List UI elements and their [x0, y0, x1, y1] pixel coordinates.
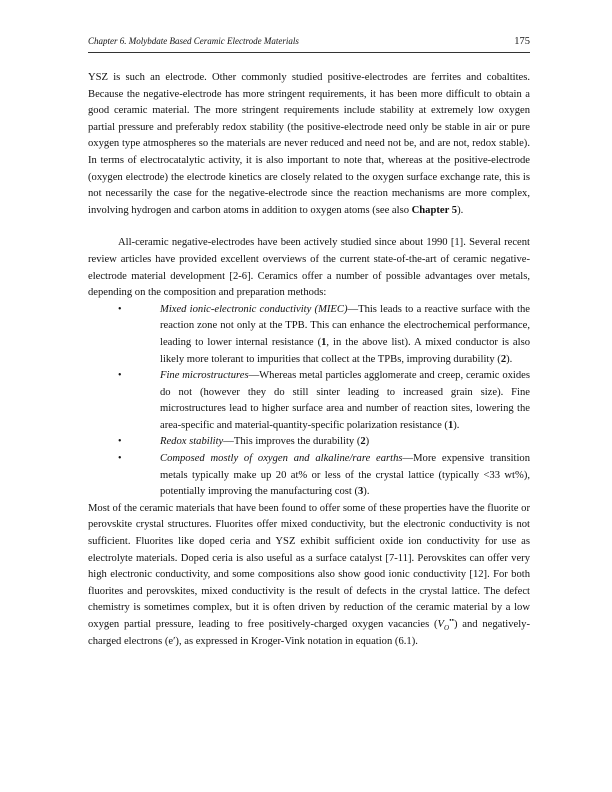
list-item-ref: 2	[360, 436, 366, 448]
page-number: 175	[514, 36, 530, 47]
running-header	[88, 36, 530, 52]
list-item-title: Fine microstructures	[160, 370, 249, 382]
list-item	[118, 434, 530, 451]
list-item-text: )	[365, 436, 370, 448]
list-item	[118, 302, 530, 368]
paragraph-text: YSZ is such an electrode. Other commonly studied positive-electrodes are ferrites and cobaltites. Because the negative-electrode has more stringent requirements, it has been more difficult to obtain a good ceramic material. The more stringent requirements include stability at extremely low oxygen partial pressure and preferably redox stability (the positive-electrode need only be stable in air or pure oxygen type atmospheres so the materials are never reduced and need not be, and are not, redox stable). In terms of electrocatalytic activity, it is also important to note that, whereas at the positive-electrode (oxygen electrode) the electrode kinetics are closely related to the oxygen surface exchange rate, this is not necessarily the case for the negative-electrode since the reaction mechanisms are more complex, involving hydrogen and carbon atoms in addition to oxygen atoms (see also	[88, 72, 530, 216]
list-item-title: Composed mostly of oxygen and alkaline/rare earths	[160, 453, 403, 465]
list-item-ref: 1	[447, 419, 454, 431]
body-text	[88, 70, 530, 650]
list-item-text: , in the above list). A mixed conductor is also likely more tolerant to impurities that collect at the TPBs, improving durability (	[160, 336, 530, 365]
list-item-text: —Whereas metal particles agglomerate and creep, ceramic oxides do not (however they do still sinter leading to increased grain size). Fine microstructures lead to higher surface area and number of reaction sites, lowering the area-specific and material-quantity-specific polarization resistance (	[160, 370, 530, 431]
list-item-text: —This leads to a reactive surface with the reaction zone not only at the TPB. This can enhance the electrochemical performance, leading to lower internal resistance (	[160, 303, 530, 348]
list-item-text: —More expensive transition metals typically make up 20 at% or less of the crystal lattice (typically <33 wt%), potentially improving the manufacturing cost (	[160, 453, 531, 498]
list-item-text: ).	[453, 419, 460, 431]
bullet-icon: •	[118, 453, 122, 465]
list-item-ref: 1	[321, 336, 327, 348]
bullet-icon: •	[118, 436, 122, 448]
list-item	[118, 368, 530, 434]
list-item-ref: 2	[500, 353, 507, 365]
oxygen-vacancy-symbol	[437, 616, 454, 633]
list-item-text: ).	[363, 486, 370, 498]
list-item-text: ).	[506, 353, 513, 365]
paragraph-text: ) and negatively-charged electrons (e′), as expressed in Kroger-Vink notation in equation (6.1).	[88, 619, 530, 647]
list-item-title: Mixed ionic-electronic conductivity (MIEC)	[160, 303, 348, 315]
paragraph-text: ).	[457, 204, 464, 216]
chapter-reference: Chapter 5	[411, 204, 458, 216]
paragraph-ysz-electrode	[88, 70, 530, 219]
list-item-title: Redox stability	[160, 436, 224, 448]
vacancy-superscript: ••	[449, 616, 454, 625]
header-rule	[88, 52, 530, 53]
list-item	[118, 451, 531, 501]
bullet-icon: •	[118, 370, 122, 382]
chapter-title: Chapter 6. Molybdate Based Ceramic Electrode Materials	[88, 36, 299, 46]
list-item-ref: 3	[358, 486, 364, 498]
vacancy-subscript: O	[444, 624, 450, 633]
paragraph-fluorites-perovskites	[88, 501, 530, 650]
paragraph-text: Most of the ceramic materials that have been found to offer some of these properties have the fluorite or perovskite crystal structures. Fluorites offer mixed conductivity, but the electronic conductivity is not sufficient. Fluorites like doped ceria and YSZ exhibit sufficient oxide ion conductivity for use as electrolyte materials. Doped ceria is also useful as a surface catalyst [7-11]. Perovskites can offer very high electronic conductivity, and some compositions also show good ionic conductivity [12]. For both fluorites and perovskites, mixed conductivity is the result of defects in the crystal lattice. The defect chemistry is sometimes complex, but it is often driven by reduction of the ceramic material by a low oxygen partial pressure, leading to free positively-charged oxygen vacancies (	[88, 502, 530, 630]
vacancy-base: V	[437, 619, 444, 630]
paragraph-all-ceramic: All-ceramic negative-electrodes have been actively studied since about 1990 [1]. Several recent review articles have provided excellent overviews of the current state-of-the-art of ceramic negative-electrode material development [2-6]. Ceramics offer a number of possible advantages over metals, depending on the composition and preparation methods:	[88, 237, 530, 299]
advantages-list	[88, 302, 530, 501]
list-item-text: —This improves the durability (	[223, 436, 361, 448]
bullet-icon: •	[118, 303, 122, 315]
